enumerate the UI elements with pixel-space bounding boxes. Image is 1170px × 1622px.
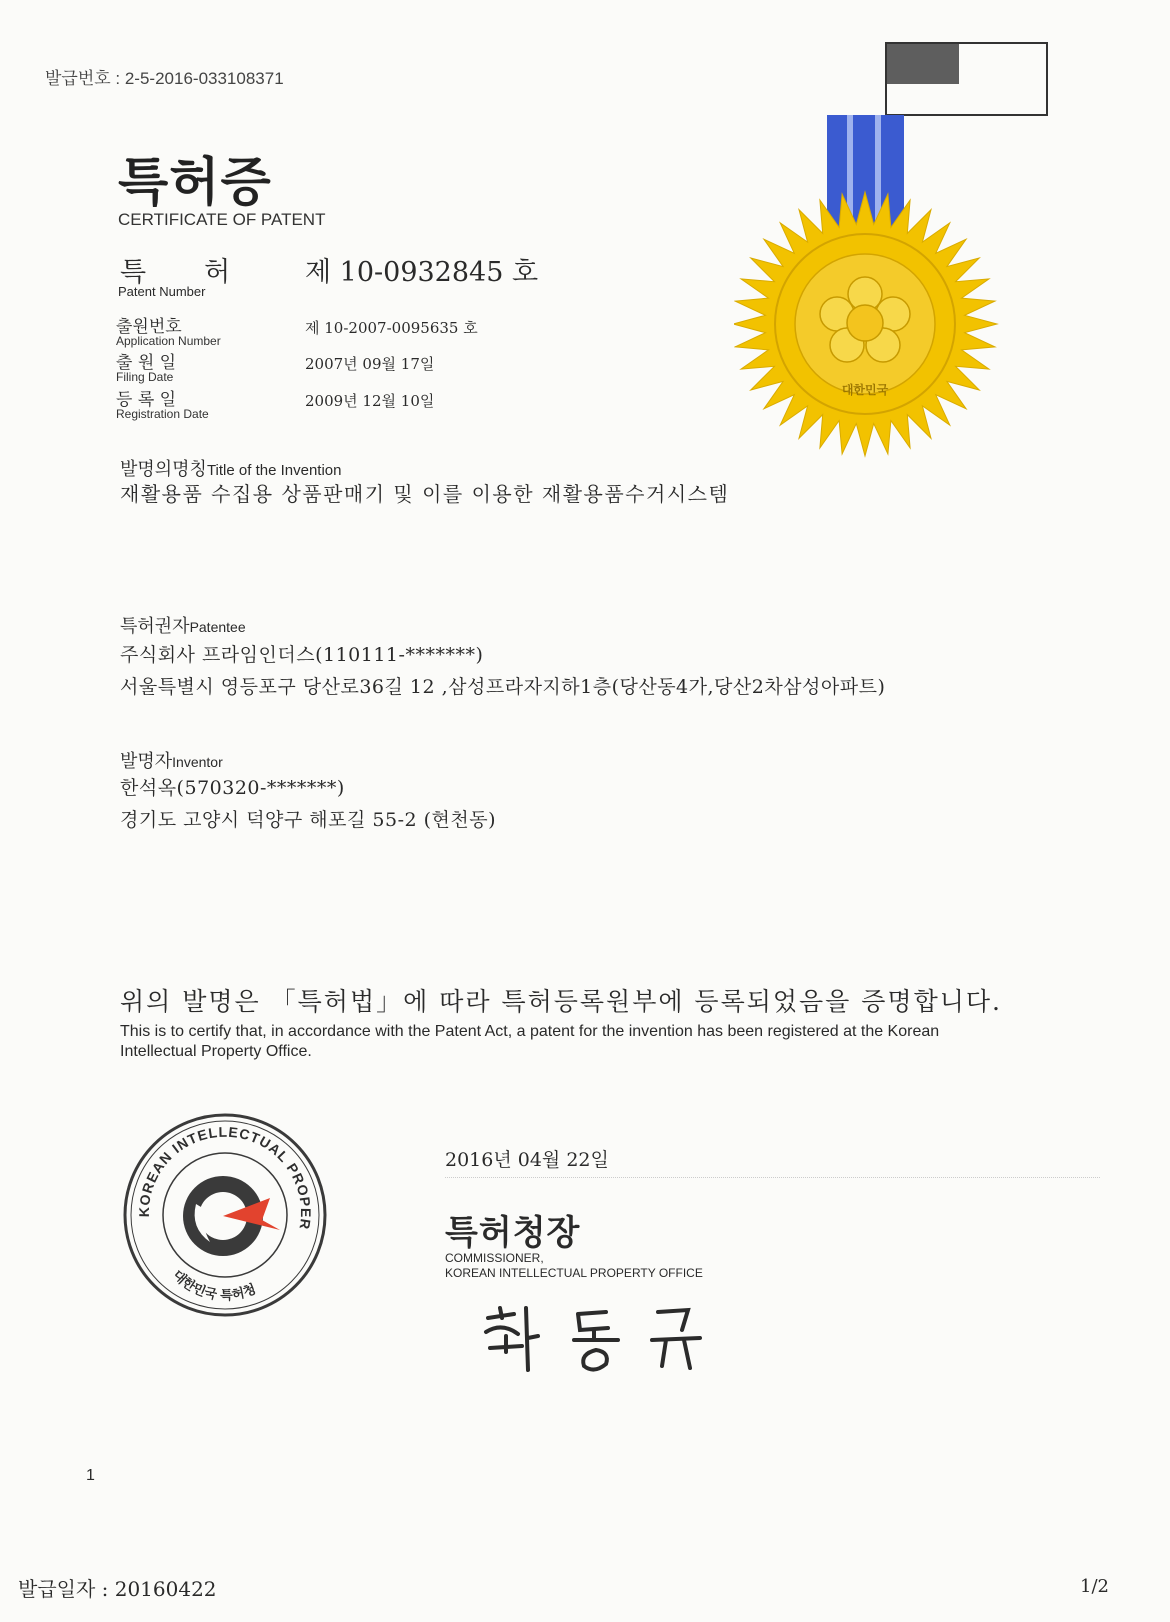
patentee-name: 주식회사 프라임인더스(110111-*******) <box>120 644 484 666</box>
commissioner-title-en-line2: KOREAN INTELLECTUAL PROPERTY OFFICE <box>445 1266 703 1280</box>
patent-label-en: Patent Number <box>118 284 206 299</box>
issue-number: 발급번호 : 2-5-2016-033108371 <box>45 69 284 88</box>
kipo-seal-graphic <box>120 1110 330 1320</box>
gold-medal-graphic <box>734 40 1064 470</box>
commissioner-title-ko: 특허청장 <box>445 1213 581 1253</box>
registration-date-label: 등 록 일 <box>116 390 177 410</box>
commissioner-title-en-line1: COMMISSIONER, <box>445 1251 544 1265</box>
issue-date: 2016년 04월 22일 <box>445 1149 609 1171</box>
page-number: 1 <box>86 1467 95 1484</box>
kipo-seal <box>120 1110 330 1324</box>
filing-date-label-en: Filing Date <box>116 370 174 384</box>
inventor-address: 경기도 고양시 덕양구 해포길 55-2 (현천동) <box>120 809 497 831</box>
kipo-seal-inner-text: 대한민국 특허청 <box>169 1267 259 1304</box>
invention-title: 재활용품 수집용 상품판매기 및 이를 이용한 재활용품수거시스템 <box>120 482 730 506</box>
inventor-label <box>120 747 223 773</box>
commissioner-signature <box>478 1300 718 1384</box>
patentee-address: 서울특별시 영등포구 당산로36길 12 ,삼성프라자지하1층(당산동4가,당산2차삼성아파트) <box>120 676 886 698</box>
svg-text:대한민국 특허청 <box>169 1267 258 1303</box>
registration-date-label-en: Registration Date <box>116 407 209 421</box>
invention-title-label-en: Title of the Invention <box>206 462 342 479</box>
date-rule <box>445 1177 1100 1178</box>
issue-date-footer: 발급일자 : 20160422 <box>18 1577 217 1601</box>
application-number-value: 제 10-2007-0095635 호 <box>305 319 478 337</box>
certificate-title-en: CERTIFICATE OF PATENT <box>118 210 326 229</box>
registration-date-value: 2009년 12월 10일 <box>305 392 435 410</box>
inventor-label-ko: 발명자 <box>120 751 173 772</box>
medal-text: 대한민국 <box>841 383 889 397</box>
certification-statement-en: This is to certify that, in accordance with the Patent Act, a patent for the invention has been registered at the Korean Intellectual Property Office. <box>120 1023 940 1060</box>
invention-title-label-ko: 발명의명칭 <box>120 459 207 480</box>
certification-statement-ko: 위의 발명은 「특허법」에 따라 특허등록원부에 등록되었음을 증명합니다. <box>120 987 1002 1016</box>
application-number-label: 출원번호 <box>116 317 182 337</box>
signature-strokes <box>478 1300 718 1380</box>
patentee-label <box>120 612 246 638</box>
page-count: 1/2 <box>1080 1576 1109 1597</box>
patent-label-char2: 허 <box>204 257 231 288</box>
inventor-label-en: Inventor <box>172 754 223 770</box>
patent-number: 제 10-0932845 호 <box>305 257 539 288</box>
patent-label-char1: 특 <box>120 257 147 288</box>
application-number-label-en: Application Number <box>116 334 221 348</box>
patentee-label-ko: 특허권자 <box>120 616 190 637</box>
patentee-label-en: Patentee <box>189 619 246 635</box>
gold-medal <box>734 40 1064 474</box>
certificate-title-ko: 특허증 <box>118 153 272 213</box>
kipo-seal-outer-text: KOREAN INTELLECTUAL PROPER <box>135 1123 315 1232</box>
filing-date-value: 2007년 09월 17일 <box>305 355 435 373</box>
filing-date-label: 출 원 일 <box>116 353 177 373</box>
inventor-name: 한석옥(570320-*******) <box>120 777 345 799</box>
